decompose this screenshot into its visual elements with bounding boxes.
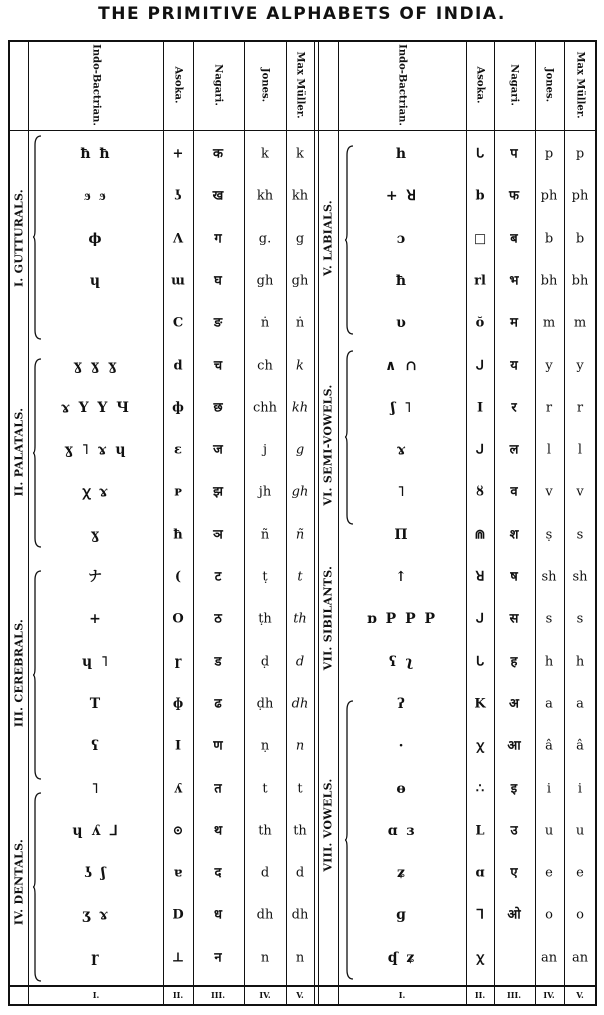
indo-bactrian-cell: Π xyxy=(394,526,410,543)
max-muller-cell: gh xyxy=(291,273,309,289)
indo-bactrian-cell: ɣ ˥ ɤ ɥ xyxy=(64,442,128,459)
asoka-cell: D xyxy=(172,907,184,923)
indo-bactrian-cell: ϕ xyxy=(88,230,104,247)
indo-bactrian-cell: ɥ ˥ xyxy=(81,653,111,670)
asoka-cell: I xyxy=(476,400,484,416)
max-muller-cell: u xyxy=(575,823,585,839)
footer-label: II. xyxy=(474,990,486,1000)
col-line xyxy=(494,40,495,1006)
footer-label: IV. xyxy=(543,990,555,1000)
asoka-cell: ʖ xyxy=(174,188,182,204)
nagari-cell: ष xyxy=(510,569,518,585)
max-muller-cell: g xyxy=(295,231,305,247)
jones-cell: r xyxy=(545,400,553,416)
group-label-palatals: II. PALATALS. xyxy=(12,407,26,497)
nagari-cell: प xyxy=(510,146,518,162)
nagari-cell: क xyxy=(213,146,223,162)
max-muller-cell: r xyxy=(576,400,584,416)
max-muller-cell: n xyxy=(295,950,305,966)
col-line xyxy=(244,40,245,1006)
col-line xyxy=(564,40,565,1006)
indo-bactrian-cell: ʔ xyxy=(397,695,407,712)
max-muller-cell: d xyxy=(295,654,305,670)
jones-cell: p xyxy=(544,146,554,162)
indo-bactrian-cell: ʖ ʃ xyxy=(84,865,108,882)
footer-label: I. xyxy=(398,990,406,1000)
jones-cell: g. xyxy=(258,231,272,247)
group-label-cerebrals: III. CEREBRALS. xyxy=(12,618,26,728)
header-asoka: Asoka. xyxy=(474,66,486,104)
header-jones: Jones. xyxy=(259,67,271,103)
jones-cell: m xyxy=(542,315,556,331)
footer-divider xyxy=(8,985,597,987)
table-border-left xyxy=(8,40,10,1006)
asoka-cell: ꓤ xyxy=(475,569,485,585)
nagari-cell: ड xyxy=(214,654,222,670)
brace-labials xyxy=(345,145,354,335)
group-label-semi-vowels: VI. SEMI-VOWELS. xyxy=(321,384,335,506)
header-divider xyxy=(8,130,597,131)
indo-bactrian-cell: ɤ xyxy=(396,442,408,459)
brace-palatals xyxy=(33,358,42,548)
max-muller-cell: e xyxy=(576,865,584,881)
header-max-muller: Max Müller. xyxy=(294,51,306,119)
jones-cell: u xyxy=(544,823,554,839)
max-muller-cell: sh xyxy=(572,569,588,585)
header-indo-bactrian: Indo-Bactrian. xyxy=(396,44,408,126)
asoka-cell: ʎ xyxy=(173,781,183,796)
jones-cell: l xyxy=(546,442,552,458)
asoka-cell: ᒍ xyxy=(475,358,485,373)
max-muller-cell: d xyxy=(295,865,305,881)
indo-bactrian-cell: ħ ħ xyxy=(80,146,112,162)
footer-label: IV. xyxy=(259,990,271,1000)
asoka-cell: d xyxy=(173,358,183,373)
col-line xyxy=(28,40,29,1006)
brace-gutturals xyxy=(33,135,42,340)
indo-bactrian-cell: ɼ xyxy=(91,949,101,966)
asoka-cell: ᒣ xyxy=(476,907,484,923)
asoka-cell: ⊙ xyxy=(172,823,184,839)
jones-cell: ṅ xyxy=(260,315,270,331)
asoka-cell: + xyxy=(172,146,184,162)
asoka-cell: O xyxy=(172,611,184,627)
indo-bactrian-cell: ɒ P P P xyxy=(367,611,437,628)
indo-bactrian-cell: ʒ ɤ xyxy=(82,907,110,924)
col-line xyxy=(286,40,287,1006)
nagari-cell: भ xyxy=(509,273,519,289)
nagari-cell: त xyxy=(214,781,222,796)
max-muller-cell: s xyxy=(576,527,584,543)
max-muller-cell: v xyxy=(576,484,584,500)
max-muller-cell: p xyxy=(575,146,585,162)
jones-cell: s xyxy=(545,611,553,627)
nagari-cell: झ xyxy=(213,484,223,500)
asoka-cell: I xyxy=(174,738,182,754)
nagari-cell: अ xyxy=(509,696,519,712)
jones-cell: k xyxy=(261,146,269,162)
group-label-dentals: IV. DENTALS. xyxy=(12,838,26,926)
max-muller-cell: s xyxy=(576,611,584,627)
nagari-cell: ओ xyxy=(507,907,521,923)
col-line xyxy=(535,40,536,1006)
brace-semi-vowels xyxy=(345,350,354,525)
indo-bactrian-cell: ħ xyxy=(395,272,409,289)
max-muller-cell: dh xyxy=(291,907,309,923)
brace-dentals xyxy=(33,792,42,982)
indo-bactrian-cell: ʕ ʅ xyxy=(388,653,416,670)
jones-cell: â xyxy=(545,738,553,754)
jones-cell: th xyxy=(258,823,272,839)
nagari-cell: ह xyxy=(510,654,518,670)
jones-cell: i xyxy=(546,781,552,796)
max-muller-cell: m xyxy=(573,315,587,331)
indo-bactrian-cell: υ xyxy=(396,315,408,332)
jones-cell: y xyxy=(545,358,553,373)
footer-label: III. xyxy=(506,990,522,1000)
jones-cell: ph xyxy=(540,188,558,204)
max-muller-cell: â xyxy=(576,738,584,754)
nagari-cell: घ xyxy=(214,273,222,289)
nagari-cell: ण xyxy=(213,738,223,754)
asoka-cell: L xyxy=(475,823,485,839)
indo-bactrian-cell: ナ xyxy=(88,569,104,585)
asoka-cell: ⊥ xyxy=(171,950,185,966)
jones-cell: b xyxy=(544,231,554,247)
header-nagari: Nagari. xyxy=(212,64,224,106)
max-muller-cell: ṅ xyxy=(295,315,305,331)
asoka-cell: ᒍ xyxy=(475,442,485,458)
jones-cell: ṇ xyxy=(260,738,270,754)
asoka-cell: ɸ xyxy=(172,696,184,712)
asoka-cell: ( xyxy=(174,569,182,585)
max-muller-cell: t xyxy=(297,781,303,796)
jones-cell: d xyxy=(260,865,270,881)
nagari-cell: थ xyxy=(213,823,223,839)
indo-bactrian-cell: ɣ xyxy=(90,526,102,543)
asoka-cell: ȣ xyxy=(475,484,485,500)
jones-cell: e xyxy=(545,865,553,881)
jones-cell: ñ xyxy=(260,527,270,543)
group-label-vowels: VIII. VOWELS. xyxy=(321,778,335,872)
asoka-cell: ᒐ xyxy=(475,146,485,162)
nagari-cell: ग xyxy=(214,231,222,247)
indo-bactrian-cell: · xyxy=(398,738,406,755)
jones-cell: n xyxy=(260,950,270,966)
jones-cell: sh xyxy=(541,569,557,585)
nagari-cell: ट xyxy=(214,569,222,585)
nagari-cell: च xyxy=(213,358,223,373)
brace-cerebrals xyxy=(33,570,42,780)
indo-bactrian-cell: ɑ ɜ xyxy=(387,822,417,839)
jones-cell: ṭ xyxy=(262,569,268,585)
nagari-cell: उ xyxy=(510,823,518,839)
nagari-cell: म xyxy=(510,315,518,331)
indo-bactrian-cell: ˥ xyxy=(91,780,101,797)
max-muller-cell: ñ xyxy=(295,527,305,543)
nagari-cell: द xyxy=(214,865,222,881)
indo-bactrian-cell: ɵ xyxy=(396,780,408,797)
asoka-cell: ꭓ xyxy=(476,738,484,754)
asoka-cell: □ xyxy=(473,231,487,247)
indo-bactrian-cell: ɣ ɣ ɣ xyxy=(73,357,119,374)
col-line xyxy=(338,40,339,1006)
group-label-gutturals: I. GUTTURALS. xyxy=(12,188,26,288)
asoka-cell: ɛ xyxy=(174,442,182,458)
indo-bactrian-cell: + xyxy=(89,611,103,628)
nagari-cell: य xyxy=(510,358,518,373)
header-asoka: Asoka. xyxy=(172,66,184,104)
nagari-cell: आ xyxy=(507,738,521,754)
max-muller-cell: gh xyxy=(291,484,309,500)
col-line xyxy=(466,40,467,1006)
header-max-muller: Max Müller. xyxy=(574,51,586,119)
indo-bactrian-cell: ↑ xyxy=(395,569,409,585)
asoka-cell: C xyxy=(172,315,184,331)
nagari-cell: ब xyxy=(510,231,518,247)
nagari-cell: श xyxy=(509,527,519,543)
nagari-cell: ढ xyxy=(214,696,222,712)
asoka-cell: ⋒ xyxy=(474,527,486,543)
asoka-cell: ꭓ xyxy=(476,950,484,966)
indo-bactrian-cell: ʠ ʑ xyxy=(387,949,417,966)
jones-cell: gh xyxy=(256,273,274,289)
nagari-cell: इ xyxy=(510,781,518,796)
max-muller-cell: i xyxy=(577,781,583,796)
nagari-cell: ङ xyxy=(213,315,223,331)
footer-label: I. xyxy=(92,990,100,1000)
nagari-cell: ल xyxy=(509,442,519,458)
max-muller-cell: k xyxy=(296,146,304,162)
asoka-cell: K xyxy=(474,696,486,712)
asoka-cell: b xyxy=(475,188,485,204)
jones-cell: j xyxy=(262,442,268,458)
jones-cell: dh xyxy=(256,907,274,923)
col-line xyxy=(193,40,194,1006)
asoka-cell: ф xyxy=(172,400,184,416)
col-line xyxy=(163,40,164,1006)
header-jones: Jones. xyxy=(543,67,555,103)
max-muller-cell: n xyxy=(295,738,305,754)
jones-cell: bh xyxy=(540,273,558,289)
max-muller-cell: ph xyxy=(571,188,589,204)
nagari-cell: ज xyxy=(213,442,223,458)
max-muller-cell: th xyxy=(293,823,307,839)
jones-cell: kh xyxy=(256,188,274,204)
jones-cell: o xyxy=(545,907,553,923)
center-divider xyxy=(318,40,319,1006)
nagari-cell: फ xyxy=(508,188,520,204)
jones-cell: an xyxy=(540,950,558,966)
jones-cell: t xyxy=(262,781,268,796)
max-muller-cell: o xyxy=(576,907,584,923)
nagari-cell: र xyxy=(511,400,517,416)
max-muller-cell: a xyxy=(576,696,584,712)
max-muller-cell: bh xyxy=(571,273,589,289)
asoka-cell: ∴ xyxy=(475,781,485,796)
footer-label: V. xyxy=(576,990,584,1000)
jones-cell: ch xyxy=(257,358,273,373)
nagari-cell: ञ xyxy=(213,527,223,543)
indo-bactrian-cell: + ꓤ xyxy=(385,188,419,205)
indo-bactrian-cell: ꭓ ɤ xyxy=(82,484,110,501)
max-muller-cell: l xyxy=(577,442,583,458)
footer-label: III. xyxy=(210,990,226,1000)
asoka-cell: ħ xyxy=(173,527,183,543)
indo-bactrian-cell: ɥ xyxy=(89,272,103,289)
max-muller-cell: th xyxy=(293,611,307,627)
group-label-labials: V. LABIALS. xyxy=(321,200,335,276)
header-nagari: Nagari. xyxy=(508,64,520,106)
alphabet-table xyxy=(8,40,597,1006)
jones-cell: ṣ xyxy=(545,527,553,543)
max-muller-cell: k xyxy=(296,358,304,373)
table-border-right xyxy=(595,40,597,1006)
max-muller-cell: kh xyxy=(291,400,309,416)
table-border-top xyxy=(8,40,597,42)
group-label-sibilants: VII. SIBILANTS. xyxy=(321,565,335,671)
table-border-bottom xyxy=(8,1004,597,1006)
asoka-cell: ᒍ xyxy=(475,611,485,627)
indo-bactrian-cell: ɡ xyxy=(396,907,408,924)
jones-cell: ḍ xyxy=(260,654,270,670)
col-line xyxy=(314,40,315,1006)
jones-cell: ṭh xyxy=(258,611,272,627)
max-muller-cell: dh xyxy=(291,696,309,712)
indo-bactrian-cell: ϧ ϧ xyxy=(84,188,108,205)
indo-bactrian-cell: ɥ ʎ ᒧ xyxy=(72,822,120,839)
max-muller-cell: y xyxy=(576,358,584,373)
asoka-cell: ɼ xyxy=(174,654,182,670)
asoka-cell: ᒐ xyxy=(475,654,485,670)
jones-cell: chh xyxy=(252,400,278,416)
page-title: THE PRIMITIVE ALPHABETS OF INDIA. xyxy=(98,4,506,24)
indo-bactrian-cell: ɤ Y Y Ч xyxy=(60,399,132,416)
nagari-cell: ध xyxy=(214,907,222,923)
nagari-cell: छ xyxy=(213,400,223,416)
brace-vowels xyxy=(345,700,354,980)
indo-bactrian-cell: h xyxy=(395,146,409,162)
indo-bactrian-cell: T xyxy=(89,695,103,712)
indo-bactrian-cell: ˥ xyxy=(397,484,407,501)
jones-cell: v xyxy=(545,484,553,500)
jones-cell: ḍh xyxy=(256,696,274,712)
max-muller-cell: kh xyxy=(291,188,309,204)
nagari-cell: ख xyxy=(212,188,224,204)
indo-bactrian-cell: ∧ ∩ xyxy=(385,357,419,374)
asoka-cell: rl xyxy=(474,273,486,289)
jones-cell: h xyxy=(544,654,554,670)
jones-cell: jh xyxy=(258,484,272,500)
max-muller-cell: an xyxy=(571,950,589,966)
footer-label: V. xyxy=(296,990,304,1000)
nagari-cell: स xyxy=(509,611,519,627)
asoka-cell: ɐ xyxy=(173,865,183,881)
footer-label: II. xyxy=(172,990,184,1000)
nagari-cell: ठ xyxy=(214,611,222,627)
asoka-cell: ɑ xyxy=(475,865,485,881)
indo-bactrian-cell: ʑ xyxy=(397,865,407,882)
asoka-cell: ɯ xyxy=(171,273,185,289)
indo-bactrian-cell: ʕ xyxy=(91,738,101,755)
nagari-cell: ए xyxy=(510,865,518,881)
asoka-cell: ᴘ xyxy=(174,484,182,500)
asoka-cell: Λ xyxy=(172,231,184,247)
max-muller-cell: g xyxy=(295,442,305,458)
indo-bactrian-cell: ɔ xyxy=(396,230,408,247)
max-muller-cell: t xyxy=(297,569,303,585)
jones-cell: a xyxy=(545,696,553,712)
nagari-cell: व xyxy=(510,484,518,500)
asoka-cell: ŏ xyxy=(475,315,485,331)
indo-bactrian-cell: ʃ ˥ xyxy=(390,399,414,416)
nagari-cell: न xyxy=(214,950,222,966)
header-indo-bactrian: Indo-Bactrian. xyxy=(90,44,102,126)
max-muller-cell: b xyxy=(575,231,585,247)
max-muller-cell: h xyxy=(575,654,585,670)
